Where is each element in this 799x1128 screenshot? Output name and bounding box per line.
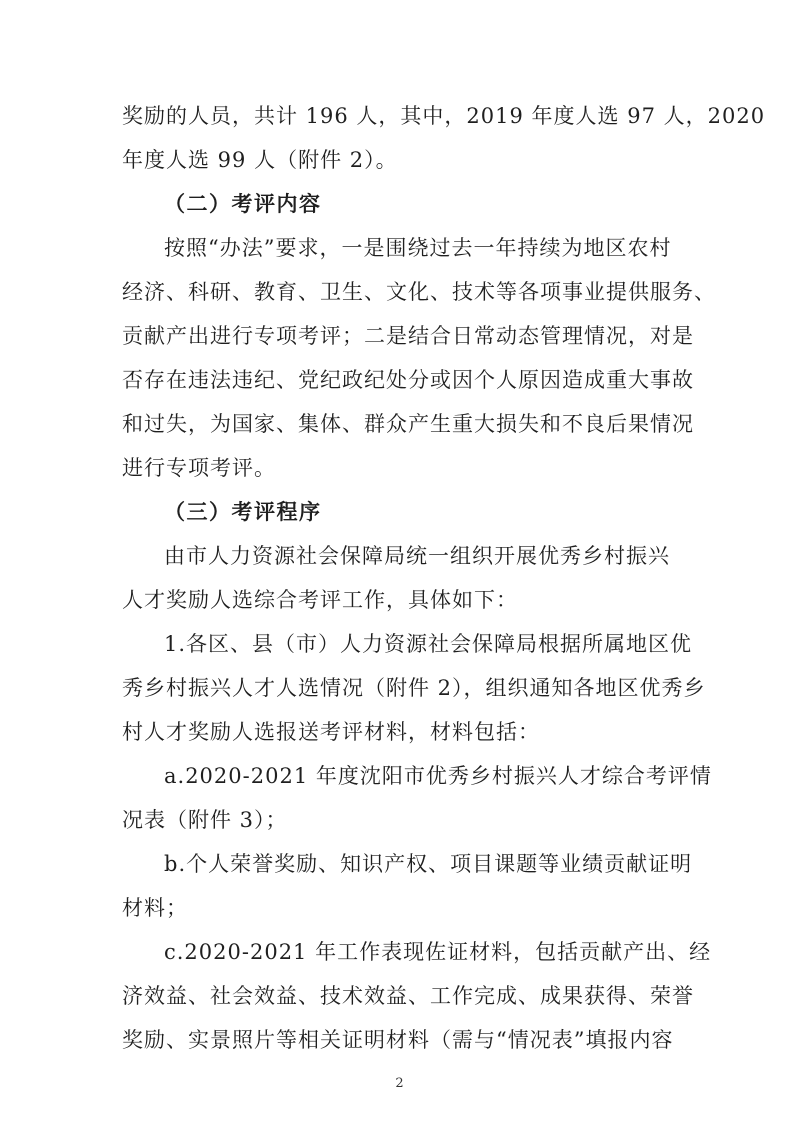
text-line: 况表（附件 3）； (122, 808, 288, 832)
text-line: 1.各区、县（市）人力资源社会保障局根据所属地区优 (164, 632, 693, 656)
text-line: 由市人力资源社会保障局统一组织开展优秀乡村振兴 (164, 544, 670, 568)
text-line: a.2020-2021 年度沈阳市优秀乡村振兴人才综合考评情 (164, 764, 712, 788)
page-number: 2 (395, 1076, 404, 1091)
text-line: 秀乡村振兴人才人选情况（附件 2），组织通知各地区优秀乡 (122, 676, 706, 700)
text-line: 村人才奖励人选报送考评材料，材料包括： (122, 720, 540, 744)
section-heading: （三）考评程序 (164, 499, 322, 524)
text-line: 经济、科研、教育、卫生、文化、技术等各项事业提供服务、 (122, 280, 716, 304)
text-line: 贡献产出进行专项考评；二是结合日常动态管理情况，对是 (122, 324, 694, 348)
section-heading: （二）考评内容 (164, 191, 322, 216)
text-line: 奖励、实景照片等相关证明材料（需与“情况表”填报内容 (122, 1028, 674, 1052)
text-line: 年度人选 99 人（附件 2）。 (122, 148, 398, 172)
text-line: 和过失，为国家、集体、群众产生重大损失和不良后果情况 (122, 412, 694, 436)
text-line: 按照“办法”要求，一是围绕过去一年持续为地区农村 (164, 236, 672, 260)
text-line: 材料； (122, 896, 188, 920)
text-line: 奖励的人员，共计 196 人，其中，2019 年度人选 97 人，2020 (122, 104, 766, 128)
text-line: 进行专项考评。 (122, 456, 276, 480)
text-line: 否存在违法违纪、党纪政纪处分或因个人原因造成重大事故 (122, 368, 694, 392)
text-line: c.2020-2021 年工作表现佐证材料，包括贡献产出、经 (164, 940, 712, 964)
text-line: b.个人荣誉奖励、知识产权、项目课题等业绩贡献证明 (164, 852, 693, 876)
text-line: 济效益、社会效益、技术效益、工作完成、成果获得、荣誉 (122, 984, 694, 1008)
text-line: 人才奖励人选综合考评工作，具体如下： (122, 588, 518, 612)
